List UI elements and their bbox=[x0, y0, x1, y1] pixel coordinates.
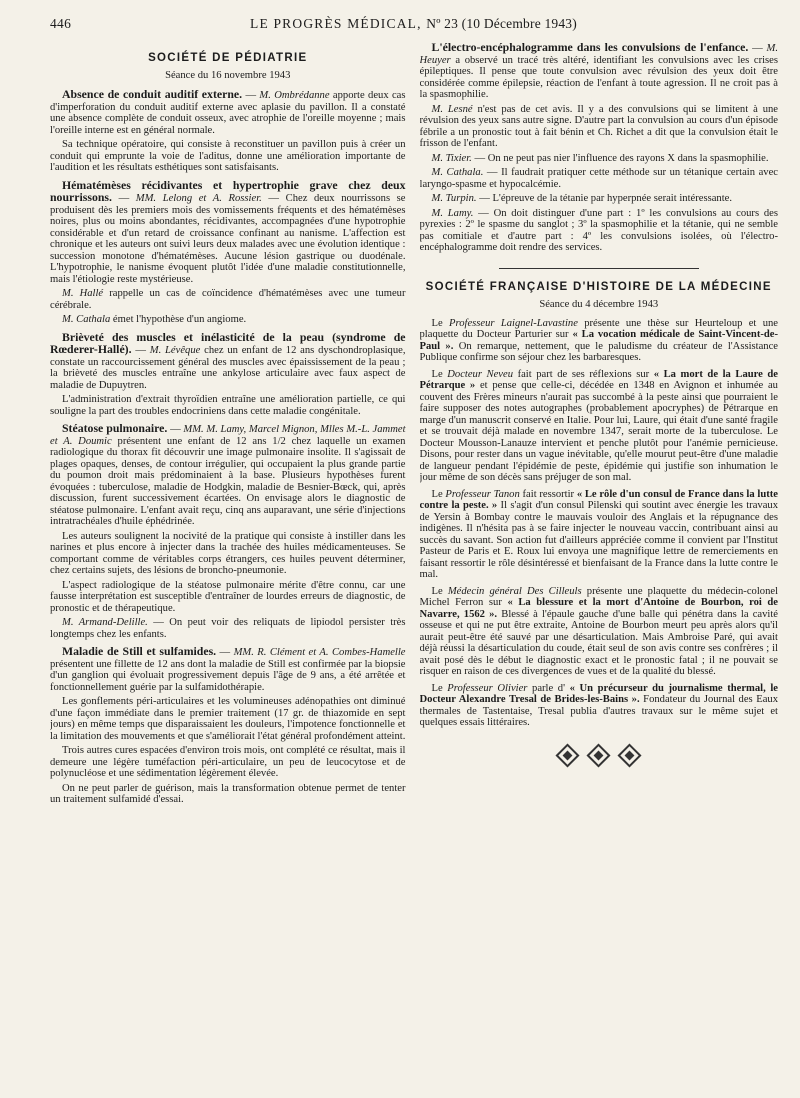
diamond-ornament-icon bbox=[556, 743, 580, 767]
running-head bbox=[50, 14, 778, 40]
comment-paragraph: M. Cathala. — Il faudrait pratiquer cette méthode sur un tétanique certain avec laryngo-spasme et hypocalcémie. bbox=[419, 167, 778, 190]
section-title-pediatrie: SOCIÉTÉ DE PÉDIATRIE bbox=[148, 52, 308, 64]
session-date: Séance du 4 décembre 1943 bbox=[539, 298, 659, 310]
article-title: Hématémèses récidivantes et hypertrophie grave chez deux nourrissons. bbox=[50, 177, 406, 204]
issue-info: Nº 23 (10 Décembre 1943) bbox=[426, 16, 577, 31]
comment-paragraph: M. Cathala émet l'hypothèse d'un angiome. bbox=[62, 314, 247, 325]
article-paragraph: L'administration d'extrait thyroïdien entraîne une amélioration partielle, ce qui souligne la part des troubles endocriniens dans cette maladie congénitale. bbox=[50, 394, 406, 417]
author: Professeur Tanon bbox=[445, 488, 520, 500]
author: Professeur Olivier bbox=[447, 682, 528, 694]
article-paragraph: Sa technique opératoire, qui consiste à reconstituer un pavillon puis à créer un conduit qui emprunte la voie de l'aditus, donne une amélioration importante de l'audition et les résultats esthétiques sont satisfaisants. bbox=[50, 139, 406, 173]
article-title: Brièveté des muscles et inélasticité de la peau (syndrome de Rœderer-Hallé). bbox=[50, 329, 406, 356]
author: M. Armand-Delille. bbox=[62, 617, 148, 628]
work-title: « La mort de la Laure de Pétrarque » bbox=[419, 368, 778, 391]
journal-title: LE PROGRÈS MÉDICAL, Nº 23 (10 Décembre 1943) bbox=[250, 16, 577, 31]
diamond-ornament-icon bbox=[587, 743, 611, 767]
work-title: « Un précurseur du journalisme thermal, le Docteur Alexandre Tresal de Brides-les-Bains ». bbox=[419, 682, 778, 705]
article-title: L'électro-encéphalogramme dans les convulsions de l'enfance. bbox=[431, 40, 749, 54]
comment-paragraph: M. Turpin. — L'épreuve de la tétanie par hyperpnée serait intéressante. bbox=[431, 193, 732, 204]
comment-paragraph: M. Tixier. — On ne peut pas nier l'influence des rayons X dans la spasmophilie. bbox=[431, 152, 769, 164]
article-paragraph: Le Professeur Olivier parle d' « Un précurseur du journalisme thermal, le Docteur Alexandre Tresal de Brides-les-Bains ». Fondateur du Journal des Eaux thermales de Tastentaise, Tresal publia d'autres travaux sur le même sujet et quelques essais littéraires. bbox=[419, 682, 778, 728]
end-ornaments bbox=[420, 747, 779, 764]
work-title: « La blessure et la mort d'Antoine de Bourbon, roi de Navarre, 1562 ». bbox=[419, 597, 778, 620]
article-paragraph: Trois autres cures espacées d'environ trois mois, ont complété ce résultat, mais il demeure une légère tuméfaction péri-articulaire, un peu de leucocytose et de polynucléose et une sédimentation légèrement élevée. bbox=[50, 745, 406, 779]
article-paragraph: L'électro-encéphalogramme dans les convulsions de l'enfance. — M. Heuyer a observé un tracé très altéré, identifiant les convulsions avec les crises épileptiques. Il pense que toute convulsion avec révulsion des yeux doit être considérée comme épilepsie, réaction de l'enfant à toute agression. Il ne croit pas à la spasmophilie. bbox=[419, 40, 778, 100]
author: M. Tixier. bbox=[431, 152, 472, 164]
article-paragraph: On ne peut parler de guérison, mais la transformation obtenue permet de tenter un traitement sulfamidé d'essai. bbox=[50, 782, 406, 805]
page-number: 446 bbox=[50, 16, 72, 31]
article-paragraph: Hématémèses récidivantes et hypertrophie grave chez deux nourrissons. — MM. Lelong et A. Rossier. — Chez deux nourrissons se produisent dès les premiers mois des vomissements fréquents et des hématémèses noires, plus ou moins abondantes, récidivantes, accompagnées d'une hypotrophie considérable et d'un retard de croissance confinant au nanisme. L'affection est chronique et les auteurs ont suivi leurs deux malades avec une évolution identique : succession monotone d'hématémèses. Aucune lésion gastrique ou duodénale. L'hypotrophie, le nanisme évoquent plutôt l'idée d'une maladie constitutionnelle, mais l'étiologie reste mystérieuse. bbox=[50, 177, 406, 285]
author: MM. Lelong et A. Rossier. bbox=[135, 193, 262, 204]
author: M. Lamy. bbox=[431, 207, 474, 219]
section-divider bbox=[499, 268, 699, 269]
article-paragraph: Le Professeur Tanon fait ressortir « Le rôle d'un consul de France dans la lutte contre la peste. » Il s'agit d'un consul Pilenski qui soutint avec énergie les travaux de Yersin à Bombay contre le mauvais vouloir des Anglais et la répugnance des indigènes. Il n'hésita pas à se faire injecter le nouveau vaccin, contribuant ainsi au succès du savant. Son action fut d'ailleurs appréciée comme il convient par l'Institut Pasteur de Paris et E. Roux lui envoya une magnifique lettre de remerciements en faisant ressortir le rôle désintéressé et bienfaisant de la France dans la lutte contre le mal. bbox=[419, 488, 778, 580]
author: M. Cathala bbox=[62, 314, 111, 325]
author: Professeur Laignel-Lavastine bbox=[449, 317, 578, 329]
article-paragraph: Le Médecin général Des Cilleuls présente une plaquette du médecin-colonel Michel Ferron sur « La blessure et la mort d'Antoine de Bourbon, roi de Navarre, 1562 ». Blessé à l'épaule gauche d'une balle qui pénétra dans la cavité osseuse et qui ne put être extraite, Antoine de Bourbon meurt peu après alors qu'il aurait peut-être été sauvé par une désarticulation. Mais Ambroise Paré, qui avait déjà réussi la désarticulation du coude, était seul de son avis contre ses confrères ; il avait posé dès le début le diagnostic exact et le pronostic fatal ; il ne pouvait se risquer en raison de ces divergences de vues et de la qualité du blessé. bbox=[419, 585, 778, 677]
article-paragraph: L'aspect radiologique de la stéatose pulmonaire mérite d'être connu, car une fausse interprétation est susceptible d'entraîner de lourdes erreurs de diagnostic, de pronostic et de thérapeutique. bbox=[50, 579, 406, 614]
right-column bbox=[420, 40, 779, 809]
section-title-histoire: SOCIÉTÉ FRANÇAISE D'HISTOIRE DE LA MÉDECINE bbox=[425, 280, 772, 293]
author: M. Lesné bbox=[431, 103, 473, 115]
comment-paragraph: M. Armand-Delille. — On peut voir des reliquats de lipiodol persister très longtemps chez les enfants. bbox=[50, 617, 406, 640]
author: MM. R. Clément et A. Combes-Hamelle bbox=[233, 647, 406, 658]
author: M. Cathala. bbox=[431, 167, 484, 178]
diamond-ornament-icon bbox=[618, 743, 642, 767]
left-column bbox=[50, 40, 406, 809]
author: M. Heuyer bbox=[419, 43, 778, 66]
article-paragraph: Les auteurs soulignent la nocivité de la pratique qui consiste à instiller dans les narines et plus encore à injecter dans la trachée des huiles médicamenteuses. Se comportant comme de véritables corps étrangers, ces huiles peuvent déterminer, chez certains sujets, des lésions de broncho-pneumonie. bbox=[50, 530, 406, 576]
work-title: « La vocation médicale de Saint-Vincent-de-Paul ». bbox=[419, 329, 778, 352]
session-date: Séance du 16 novembre 1943 bbox=[165, 70, 291, 81]
article-paragraph: Les gonflements péri-articulaires et les volumineuses adénopathies ont diminué d'une façon immédiate dans le premier traitement (17 gr. de thiazomide en sept jours) en même temps que disparaissaient les douleurs, l'impotence fonctionnelle et la limitation des mouvements et que s'améliorait l'état général profondément atteint. bbox=[50, 696, 406, 742]
author: Docteur Neveu bbox=[447, 368, 513, 380]
work-title: « Le rôle d'un consul de France dans la lutte contre la peste. » bbox=[419, 488, 778, 511]
author: M. Hallé bbox=[62, 288, 104, 299]
comment-paragraph: M. Lamy. — On doit distinguer d'une part : 1º les convulsions au cours des pyrexies : 2º le spasme du sanglot ; 3º la spasmophilie et la tétanie, qui ne semble pas comitiale et d'autre part : 4º les convulsions isolées, où l'électro-encéphalogramme doit rendre des services. bbox=[419, 207, 778, 253]
comment-paragraph: M. Lesné n'est pas de cet avis. Il y a des convulsions qui se limitent à une révulsion des yeux sans autre signe. D'autre part la convulsion au cours d'un épisode fébrile a un pronostic tout à fait bénin et Ch. Richet a dit que la convulsion était le frisson de l'enfant. bbox=[419, 103, 778, 149]
author: M. Turpin. bbox=[431, 193, 477, 204]
comment-paragraph: M. Hallé rappelle un cas de coïncidence d'hématémèses avec une tumeur cérébrale. bbox=[50, 288, 406, 311]
author: M. Lévêque bbox=[149, 345, 201, 356]
article-title: Maladie de Still et sulfamides. bbox=[62, 644, 217, 658]
author: M. Ombrédanne bbox=[259, 90, 330, 101]
article-paragraph: Le Docteur Neveu fait part de ses réflexions sur « La mort de la Laure de Pétrarque » et pense que celle-ci, décédée en 1348 en Avignon et inhumée au couvent des Frères mineurs n'aurait pas succombé à la peste ainsi que pourraient le faire supposer des notes autographes (probablement apocryphes) de Pétrarque en marge d'un manuscrit conservé en Italie. Pour lui, Laure, qui était d'une santé fragile et se trouvait déjà malade en novembre 1347, serait morte de la tuberculose. Le Docteur Mousson-Lanauze intervient et penche plutôt pour l'anémie pernicieuse. Disons, pour rester dans un vague inévitable, qu'elle mourut peut-être d'une maladie de langueur pendant l'épidémie de peste, épidémie qui justifie son inhumation le jour même de son décès sans préjuger de son mal. bbox=[419, 368, 778, 483]
article-title: Absence de conduit auditif externe. bbox=[62, 87, 243, 101]
article-paragraph: Maladie de Still et sulfamides. — MM. R. Clément et A. Combes-Hamelle présentent une fillette de 12 ans dont la maladie de Still est confirmée par la biopsie d'un ganglion qui évoluait progressivement depuis l'âge de 9 ans, a été arrêtée et fonctionnellement guérie par la sulfamidothérapie. bbox=[50, 644, 406, 693]
article-paragraph: Brièveté des muscles et inélasticité de la peau (syndrome de Rœderer-Hallé). — M. Lévêque chez un enfant de 12 ans dyschondroplasique, constate un raccourcissement général des muscles avec épaississement de la peau ; la brièveté des muscles entraîne une ankylose articulaire avec faux aspect de maladie de Dupuytren. bbox=[50, 329, 406, 391]
article-paragraph: Le Professeur Laignel-Lavastine présente une thèse sur Heurteloup et une plaquette du Docteur Parturier sur « La vocation médicale de Saint-Vincent-de-Paul ». On remarque, nettement, que le paludisme du créateur de l'Assistance Publique confirme son séjour chez les barbaresques. bbox=[419, 317, 778, 363]
article-title: Stéatose pulmonaire. bbox=[62, 421, 168, 435]
author: MM. M. Lamy, Marcel Mignon, Mlles M.-L. Jammet et A. Doumic bbox=[50, 424, 406, 447]
author: Médecin général Des Cilleuls bbox=[447, 585, 582, 597]
article-paragraph: Absence de conduit auditif externe. — M. Ombrédanne apporte deux cas d'imperforation du conduit auditif externe avec aplasie du pavillon. Il a constaté une absence complète de conduit osseux, avec atrophie de l'oreille moyenne ; mais l'oreille interne est en général normale. bbox=[50, 87, 406, 136]
article-paragraph: Stéatose pulmonaire. — MM. M. Lamy, Marcel Mignon, Mlles M.-L. Jammet et A. Doumic présentent une enfant de 12 ans 1/2 chez laquelle un examen radiologique du thorax fit découvrir une image pulmonaire insolite. Il s'agissait de plages opaques, denses, de contour irrégulier, qui occupaient la plus grande partie du poumon droit mais prédominaient à la base. Plusieurs hypothèses furent évoquées : tuberculose, maladie de Hodgkin, maladie de Besnier-Bœck, qui, après discussion, furent successivement écartées. On envisage alors le diagnostic de stéatose pulmonaire. L'enfant avait reçu, cinq ans auparavant, une série d'injections intratrachéales d'huile éphédrinée. bbox=[50, 421, 406, 527]
